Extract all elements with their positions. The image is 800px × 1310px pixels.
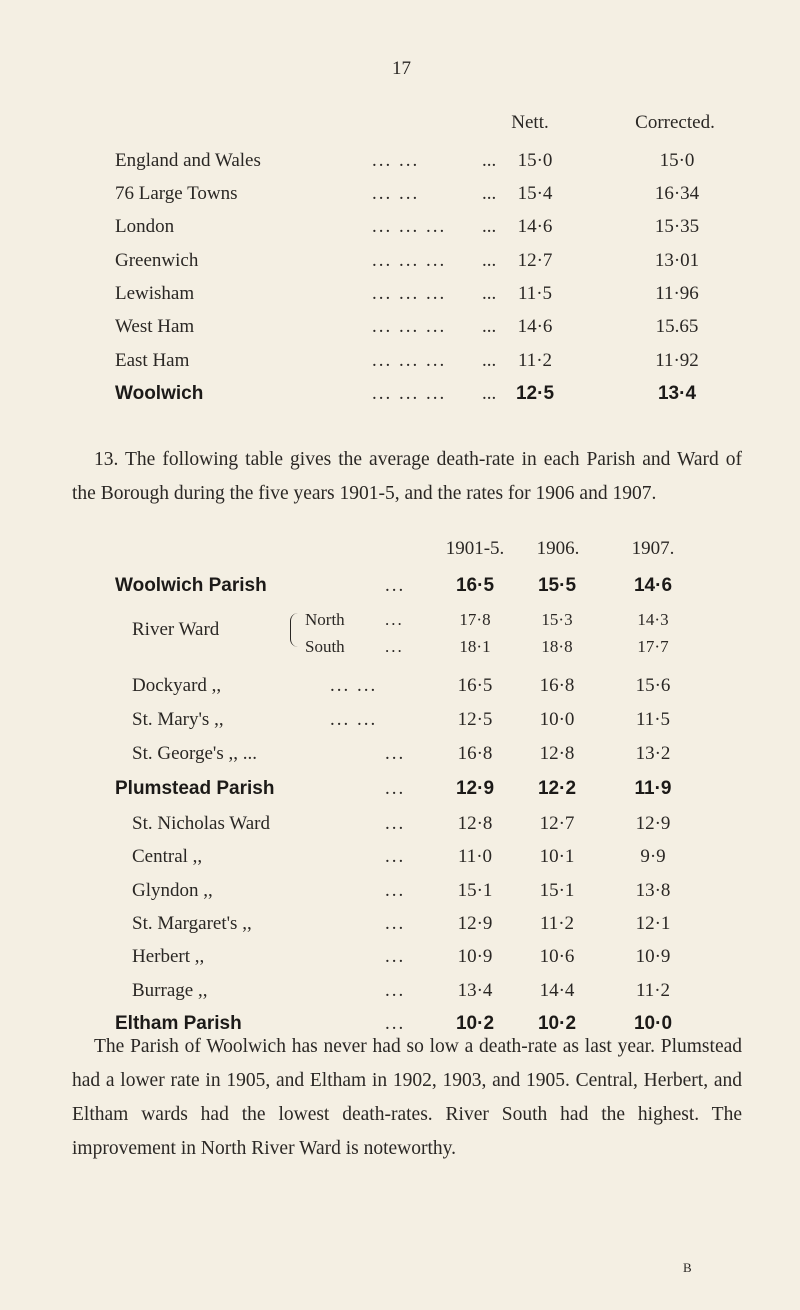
value-1906: 12·2 — [537, 778, 577, 799]
leader-dots: ... ... — [372, 183, 420, 204]
leader-dots: ... — [385, 980, 406, 1001]
row-label: St. George's ,, ... — [132, 743, 257, 764]
nett-value: 15·4 — [517, 183, 553, 204]
value-1901-5: 18·1 — [459, 637, 491, 656]
column-header-corrected: Corrected. — [635, 112, 715, 133]
nett-value: 14·6 — [517, 216, 553, 237]
leader-dots: ... ... ... — [372, 250, 447, 271]
corrected-value: 15·35 — [654, 216, 700, 237]
leader-dots: ... — [385, 1013, 406, 1034]
ellipsis: ... — [482, 250, 497, 271]
page-number: 17 — [392, 58, 411, 79]
column-header-1901-5: 1901-5. — [445, 538, 505, 559]
nett-value: 14·6 — [517, 316, 553, 337]
river-ward-brace — [290, 613, 299, 647]
row-label: Lewisham — [115, 283, 195, 304]
value-1907: 15·6 — [635, 675, 671, 696]
leader-dots: ... ... ... — [372, 350, 447, 371]
nett-value: 12·5 — [515, 383, 555, 404]
value-1906: 15·5 — [537, 575, 577, 596]
leader-dots: ... — [385, 813, 406, 834]
leader-dots: ... — [385, 610, 404, 629]
value-1907: 12·1 — [635, 913, 671, 934]
leader-dots: ... — [385, 778, 406, 799]
river-ward-label: River Ward — [132, 619, 220, 640]
row-label: Glyndon ,, — [132, 880, 213, 901]
row-label: West Ham — [115, 316, 195, 337]
value-1901-5: 16·5 — [455, 575, 495, 596]
nett-value: 11·5 — [517, 283, 553, 304]
ellipsis: ... — [482, 150, 497, 171]
column-header-1907: 1907. — [631, 538, 675, 559]
ellipsis: ... — [482, 316, 497, 337]
value-1906: 15·1 — [539, 880, 575, 901]
value-1906: 12·8 — [539, 743, 575, 764]
value-1901-5: 11·0 — [457, 846, 493, 867]
value-1901-5: 16·8 — [457, 743, 493, 764]
closing-paragraph: The Parish of Woolwich has never had so low a death-rate as last year. Plumstead had a lower rate in 1905, and Eltham in 1902, 1903, and 1905. Central, Herbert, and Eltham wards had the lowest death-rates. River South had the highest. The improvement in North River Ward is noteworthy. — [72, 1036, 742, 1159]
value-1907: 14·3 — [637, 610, 669, 629]
value-1906: 10·1 — [539, 846, 575, 867]
corrected-value: 13·01 — [654, 250, 700, 271]
leader-dots: ... ... — [330, 675, 378, 696]
row-label: Woolwich — [115, 383, 204, 404]
value-1901-5: 16·5 — [457, 675, 493, 696]
leader-dots: ... — [385, 846, 406, 867]
row-label: England and Wales — [115, 150, 261, 171]
row-label: St. Margaret's ,, — [132, 913, 252, 934]
row-label: North — [305, 610, 345, 629]
value-1907: 13·2 — [635, 743, 671, 764]
leader-dots: ... ... — [330, 709, 378, 730]
value-1906: 18·8 — [541, 637, 573, 656]
value-1901-5: 12·9 — [457, 913, 493, 934]
corrected-value: 15.65 — [655, 316, 699, 337]
row-label: South — [305, 637, 345, 656]
value-1906: 14·4 — [539, 980, 575, 1001]
value-1906: 10·2 — [537, 1013, 577, 1034]
ellipsis: ... — [482, 183, 497, 204]
value-1901-5: 13·4 — [457, 980, 493, 1001]
corrected-value: 15·0 — [659, 150, 695, 171]
value-1907: 12·9 — [635, 813, 671, 834]
leader-dots: ... — [385, 743, 406, 764]
value-1907: 13·8 — [635, 880, 671, 901]
row-label: Eltham Parish — [115, 1013, 242, 1034]
nett-value: 12·7 — [517, 250, 553, 271]
value-1901-5: 12·5 — [457, 709, 493, 730]
value-1907: 11·9 — [634, 778, 672, 799]
row-label: London — [115, 216, 175, 237]
value-1901-5: 15·1 — [457, 880, 493, 901]
leader-dots: ... ... ... — [372, 283, 447, 304]
column-header-1906: 1906. — [536, 538, 580, 559]
nett-value: 15·0 — [517, 150, 553, 171]
value-1906: 10·0 — [539, 709, 575, 730]
row-label: Central ,, — [132, 846, 203, 867]
value-1907: 9·9 — [640, 846, 666, 867]
row-label: Plumstead Parish — [115, 778, 275, 799]
corrected-value: 16·34 — [654, 183, 700, 204]
leader-dots: ... ... — [372, 150, 420, 171]
corrected-value: 11·92 — [655, 350, 699, 371]
value-1907: 14·6 — [633, 575, 673, 596]
ellipsis: ... — [482, 283, 497, 304]
value-1901-5: 12·9 — [455, 778, 495, 799]
value-1907: 10·9 — [635, 946, 671, 967]
row-label: St. Nicholas Ward — [132, 813, 270, 834]
value-1906: 11·2 — [539, 913, 575, 934]
leader-dots: ... ... ... — [372, 383, 447, 404]
leader-dots: ... — [385, 575, 406, 596]
row-label: St. Mary's ,, — [132, 709, 224, 730]
value-1907: 11·5 — [635, 709, 671, 730]
ellipsis: ... — [482, 383, 497, 404]
value-1907: 17·7 — [637, 637, 669, 656]
value-1901-5: 12·8 — [457, 813, 493, 834]
corrected-value: 11·96 — [655, 283, 699, 304]
value-1901-5: 17·8 — [459, 610, 491, 629]
leader-dots: ... — [385, 880, 406, 901]
row-label: Woolwich Parish — [115, 575, 267, 596]
value-1906: 12·7 — [539, 813, 575, 834]
leader-dots: ... — [385, 637, 404, 656]
ellipsis: ... — [482, 350, 497, 371]
ellipsis: ... — [482, 216, 497, 237]
signature-mark: B — [683, 1260, 692, 1275]
row-label: Burrage ,, — [132, 980, 208, 1001]
leader-dots: ... ... ... — [372, 316, 447, 337]
row-label: Herbert ,, — [132, 946, 205, 967]
value-1906: 10·6 — [539, 946, 575, 967]
value-1907: 11·2 — [635, 980, 671, 1001]
leader-dots: ... ... ... — [372, 216, 447, 237]
leader-dots: ... — [385, 913, 406, 934]
value-1907: 10·0 — [633, 1013, 673, 1034]
row-label: Dockyard ,, — [132, 675, 222, 696]
value-1906: 16·8 — [539, 675, 575, 696]
leader-dots: ... — [385, 946, 406, 967]
row-label: 76 Large Towns — [115, 183, 238, 204]
value-1906: 15·3 — [541, 610, 573, 629]
paragraph-13: 13. The following table gives the average death-rate in each Parish and Ward of the Borough during the five years 1901-5, and the rates for 1906 and 1907. — [72, 449, 742, 504]
corrected-value: 13·4 — [657, 383, 697, 404]
column-header-nett: Nett. — [511, 112, 549, 133]
row-label: East Ham — [115, 350, 190, 371]
value-1901-5: 10·2 — [455, 1013, 495, 1034]
value-1901-5: 10·9 — [457, 946, 493, 967]
row-label: Greenwich — [115, 250, 199, 271]
nett-value: 11·2 — [517, 350, 553, 371]
